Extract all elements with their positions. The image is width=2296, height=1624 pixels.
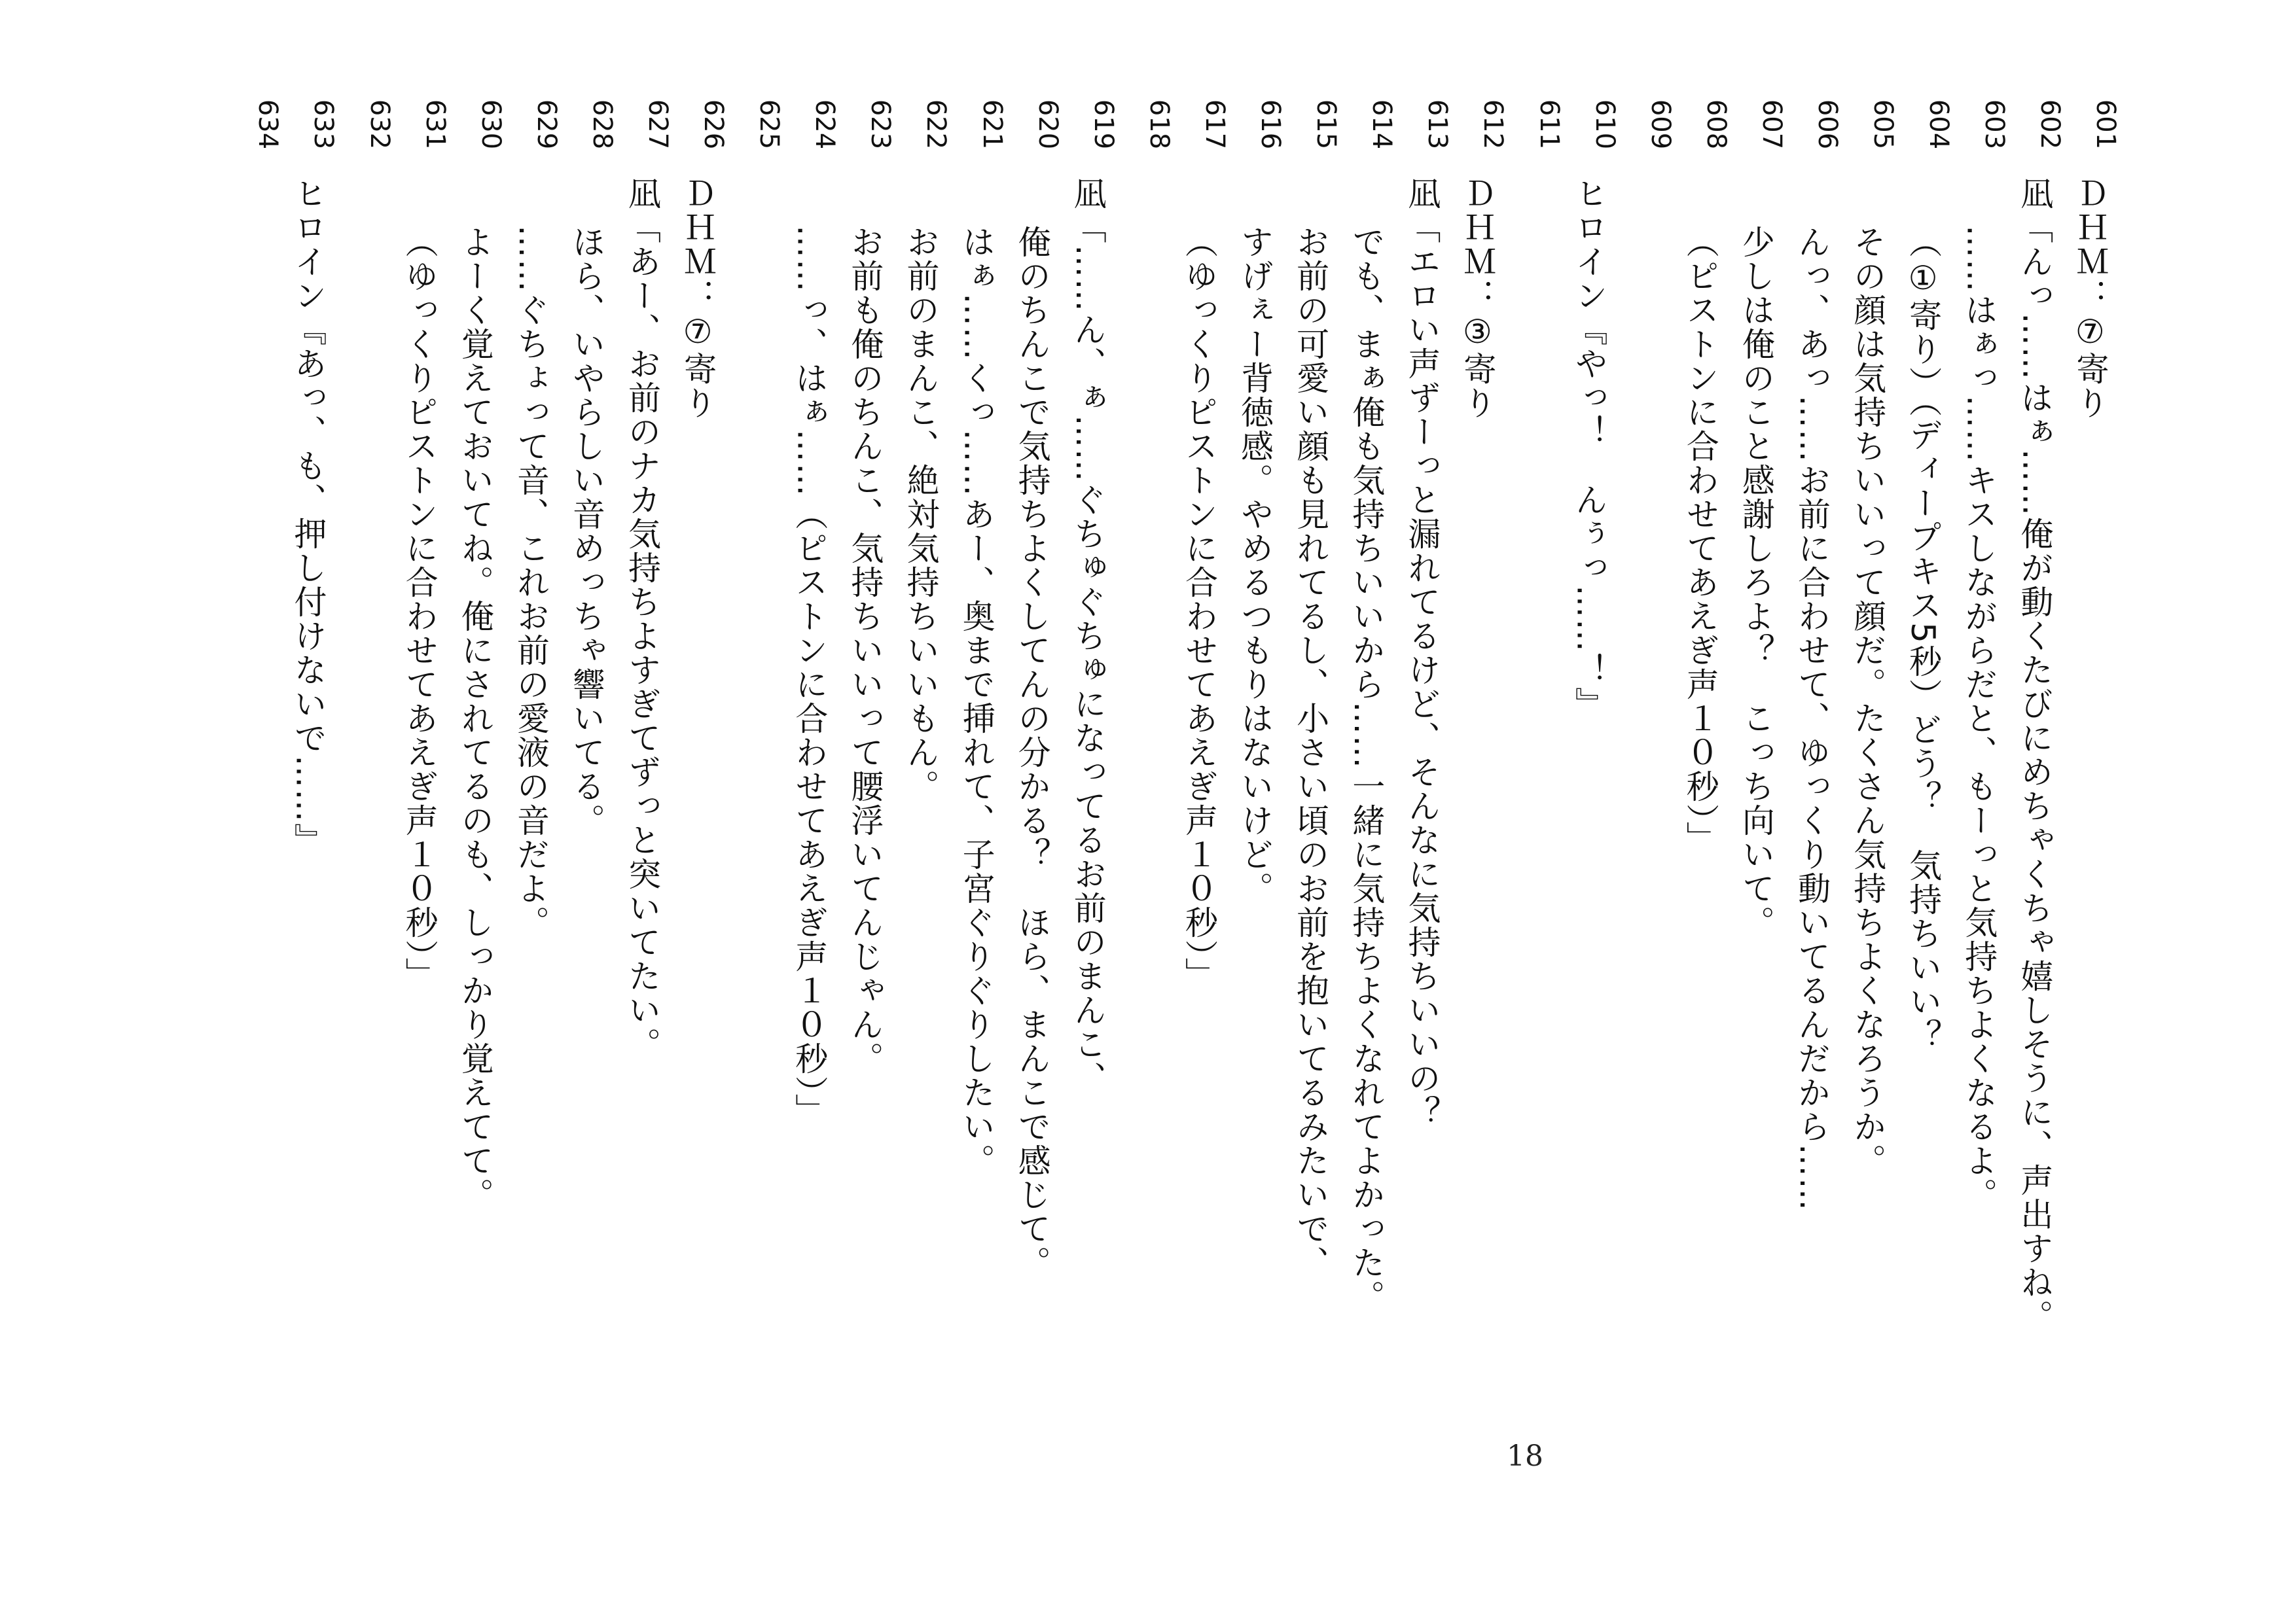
line-text: ……はぁっ……キスしながらだと、もーっと気持ちよくなるよ。 — [1960, 225, 1998, 1212]
line-text: その顔は気持ちいいって顔だ。たくさん気持ちよくなろうか。 — [1848, 225, 1887, 1178]
line-number: 614 — [1367, 99, 1397, 150]
script-line — [1060, 92, 1119, 1505]
line-number: 616 — [1255, 99, 1286, 150]
line-number: 617 — [1199, 99, 1230, 150]
script-line — [670, 92, 729, 1505]
line-text: （ゆっくりピストンに合わせてあえぎ声１０秒）」 — [400, 225, 439, 991]
line-number: 624 — [810, 99, 840, 150]
script-line — [614, 92, 673, 1505]
script-line — [391, 92, 450, 1505]
line-number: 608 — [1700, 99, 1731, 150]
page-number: 18 — [1507, 1439, 1543, 1473]
line-number: 626 — [698, 99, 729, 150]
line-text: 少しは俺のこと感謝しろよ？ こっち向いて。 — [1736, 225, 1775, 940]
line-number: 610 — [1589, 99, 1620, 150]
line-text: でも、まぁ俺も気持ちいいから……一緒に気持ちよくなれてよかった。 — [1347, 225, 1386, 1314]
line-number: 630 — [475, 99, 506, 150]
line-text: ヒロイン『やっ！ んぅっ……！』 — [1570, 177, 1608, 721]
line-number: 621 — [977, 99, 1007, 150]
line-number: 622 — [921, 99, 952, 150]
script-line — [1115, 92, 1174, 1505]
script-line — [2007, 92, 2066, 1505]
script-line — [1394, 92, 1453, 1505]
line-text: はぁ……くっ……あー、奥まで挿れて、子宮ぐりぐりしたい。 — [957, 225, 996, 1178]
script-line — [1505, 92, 1564, 1505]
line-number: 632 — [364, 99, 395, 150]
line-text: ……っ、はぁ……（ピストンに合わせてあえぎ声１０秒）」 — [790, 225, 829, 1127]
script-line — [558, 92, 617, 1505]
line-text: 俺のちんこで気持ちよくしてんの分かる？ ほら、まんこで感じて。 — [1013, 225, 1051, 1280]
script-line — [726, 92, 785, 1505]
script-line — [1672, 92, 1731, 1505]
line-text: 凪「んっ……はぁ……俺が動くたびにめちゃくちゃ嬉しそうに、声出すね。 — [2015, 177, 2054, 1333]
line-number: 633 — [308, 99, 339, 150]
line-text: ……ぐちょって音、これお前の愛液の音だよ。 — [511, 225, 550, 940]
script-line — [1171, 92, 1230, 1505]
line-number: 603 — [1979, 99, 2010, 150]
script-line — [1338, 92, 1397, 1505]
line-text: 凪「……ん、ぁ……ぐちゅぐちゅになってるお前のまんこ、 — [1068, 177, 1107, 1095]
script-line — [1895, 92, 1954, 1505]
line-number: 620 — [1032, 99, 1063, 150]
line-number: 623 — [865, 99, 896, 150]
script-line — [1561, 92, 1620, 1505]
line-text: んっ、あっ……お前に合わせて、ゆっくり動いてるんだから…… — [1792, 225, 1831, 1212]
line-text: 凪「あー、お前のナカ気持ちよすぎてずっと突いてたい。 — [623, 177, 662, 1061]
line-number: 611 — [1534, 99, 1564, 150]
script-line — [447, 92, 506, 1505]
line-text: お前の可愛い顔も見れてるし、小さい頃のお前を抱いてるみたいで、 — [1291, 225, 1330, 1280]
script-line — [948, 92, 1007, 1505]
line-text: すげぇー背徳感。やめるつもりはないけど。 — [1236, 225, 1274, 906]
line-number: 601 — [2090, 99, 2121, 150]
script-line — [503, 92, 562, 1505]
line-number: 613 — [1422, 99, 1453, 150]
line-number: 629 — [531, 99, 562, 150]
line-number: 618 — [1143, 99, 1174, 150]
script-line — [1784, 92, 1842, 1505]
line-number: 604 — [1924, 99, 1954, 150]
line-number: 628 — [586, 99, 617, 150]
script-line — [893, 92, 952, 1505]
line-number: 615 — [1311, 99, 1342, 150]
script-line — [1450, 92, 1509, 1505]
script-lines — [224, 92, 2121, 1505]
line-number: 619 — [1088, 99, 1119, 150]
line-number: 607 — [1756, 99, 1787, 150]
script-line — [1283, 92, 1342, 1505]
script-line — [280, 92, 339, 1505]
script-line — [1840, 92, 1899, 1505]
line-text: お前も俺のちんこ、気持ちいいって腰浮いてんじゃん。 — [846, 225, 884, 1076]
line-text: ほら、いやらしい音めっちゃ響いてる。 — [567, 225, 605, 838]
line-number: 625 — [754, 99, 785, 150]
script-line — [1617, 92, 1676, 1505]
line-number: 612 — [1478, 99, 1509, 150]
line-text: よーく覚えておいてね。俺にされてるのも、しっかり覚えてて。 — [456, 225, 494, 1212]
line-number: 634 — [253, 99, 283, 150]
line-text: ＤＨＭ：③寄り — [1458, 177, 1497, 420]
script-line — [1227, 92, 1286, 1505]
line-text: （ゆっくりピストンに合わせてあえぎ声１０秒）」 — [1179, 225, 1218, 991]
line-number: 602 — [2035, 99, 2066, 150]
script-line — [781, 92, 840, 1505]
script-line — [1728, 92, 1787, 1505]
line-text: ＤＨＭ：⑦寄り — [2071, 177, 2109, 420]
line-text: 凪「エロい声ずーっと漏れてるけど、そんなに気持ちいいの？ — [1403, 177, 1441, 1129]
line-text: お前のまんこ、絶対気持ちいいもん。 — [901, 225, 940, 803]
line-number: 631 — [420, 99, 450, 150]
script-line — [224, 92, 283, 1505]
line-number: 606 — [1812, 99, 1842, 150]
line-text: ＤＨＭ：⑦寄り — [679, 177, 717, 420]
line-number: 605 — [1868, 99, 1899, 150]
line-text: （①寄り）（ディープキス5秒）どう？ 気持ちいい？ — [1904, 225, 1943, 1053]
line-text: ヒロイン『あっ、も、押し付けないで……』 — [289, 177, 327, 857]
script-line — [1004, 92, 1063, 1505]
script-line — [336, 92, 395, 1505]
line-text: （ピストンに合わせてあえぎ声１０秒）」 — [1681, 225, 1719, 855]
script-line — [2062, 92, 2121, 1505]
line-number: 609 — [1645, 99, 1676, 150]
script-line — [837, 92, 896, 1505]
script-line — [1951, 92, 2010, 1505]
line-number: 627 — [643, 99, 673, 150]
